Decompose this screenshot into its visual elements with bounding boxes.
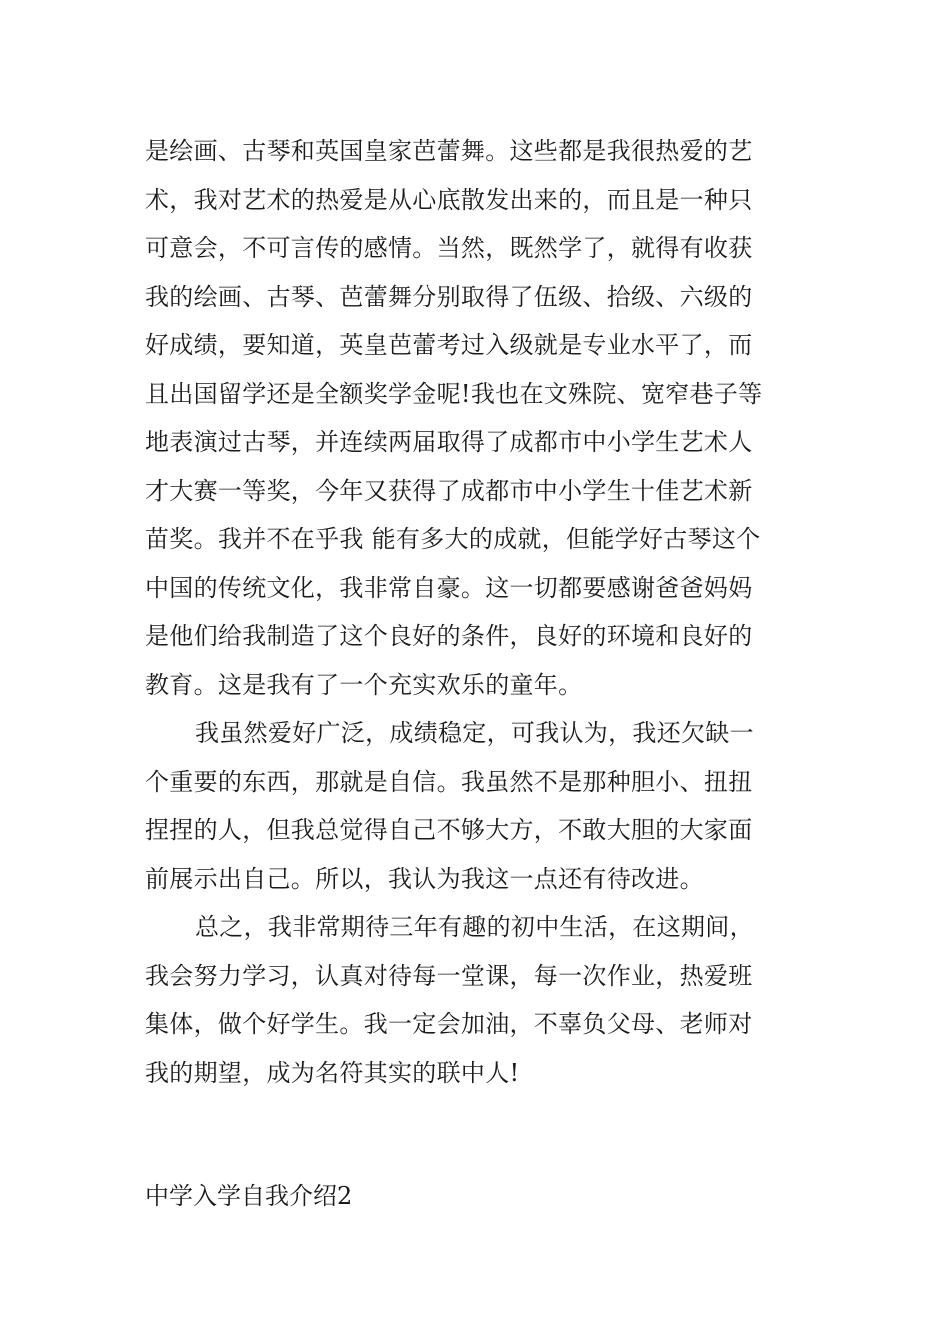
paragraph-3 xyxy=(145,903,807,1097)
paragraph-2 xyxy=(145,709,807,903)
text-line: 才大赛一等奖，今年又获得了成都市中小学生十佳艺术新 xyxy=(145,476,753,505)
text-line: 且出国留学还是全额奖学金呢!我也在文殊院、宽窄巷子等 xyxy=(145,379,763,408)
text-line: 教育。这是我有了一个充实欢乐的童年。 xyxy=(145,670,583,699)
text-line: 总之，我非常期待三年有趣的初中生活，在这期间， xyxy=(195,913,754,941)
section-heading: 中学入学自我介绍2 xyxy=(145,1182,353,1210)
text-line: 地表演过古琴，并连续两届取得了成都市中小学生艺术人 xyxy=(145,428,753,456)
document-body xyxy=(145,127,807,1097)
text-line: 是他们给我制造了这个良好的条件，良好的环境和良好的 xyxy=(145,622,753,650)
text-line: 是绘画、古琴和英国皇家芭蕾舞。这些都是我很热爱的艺 xyxy=(145,137,753,165)
text-line: 我的绘画、古琴、芭蕾舞分别取得了伍级、拾级、六级的 xyxy=(145,282,753,311)
text-line: 个重要的东西，那就是自信。我虽然不是那种胆小、扭扭 xyxy=(145,767,753,796)
text-line: 我的期望，成为名符其实的联中人! xyxy=(145,1058,520,1087)
text-line: 术，我对艺术的热爱是从心底散发出来的，而且是一种只 xyxy=(145,185,753,214)
text-line: 中国的传统文化，我非常自豪。这一切都要感谢爸爸妈妈 xyxy=(145,573,753,602)
text-line: 可意会，不可言传的感情。当然，既然学了，就得有收获 xyxy=(145,234,753,262)
text-line: 捏捏的人，但我总觉得自己不够大方，不敢大胆的大家面 xyxy=(145,816,753,844)
text-line: 苗奖。我并不在乎我 能有多大的成就，但能学好古琴这个 xyxy=(145,525,761,553)
text-line: 前展示出自己。所以，我认为我这一点还有待改进。 xyxy=(145,864,704,893)
text-line: 我虽然爱好广泛，成绩稳定，可我认为，我还欠缺一 xyxy=(195,719,754,747)
text-line: 好成绩，要知道，英皇芭蕾考过入级就是专业水平了，而 xyxy=(145,331,753,359)
paragraph-1 xyxy=(145,127,807,709)
text-line: 我会努力学习，认真对待每一堂课，每一次作业，热爱班 xyxy=(145,961,753,990)
text-line: 集体，做个好学生。我一定会加油，不辜负父母、老师对 xyxy=(145,1010,753,1038)
